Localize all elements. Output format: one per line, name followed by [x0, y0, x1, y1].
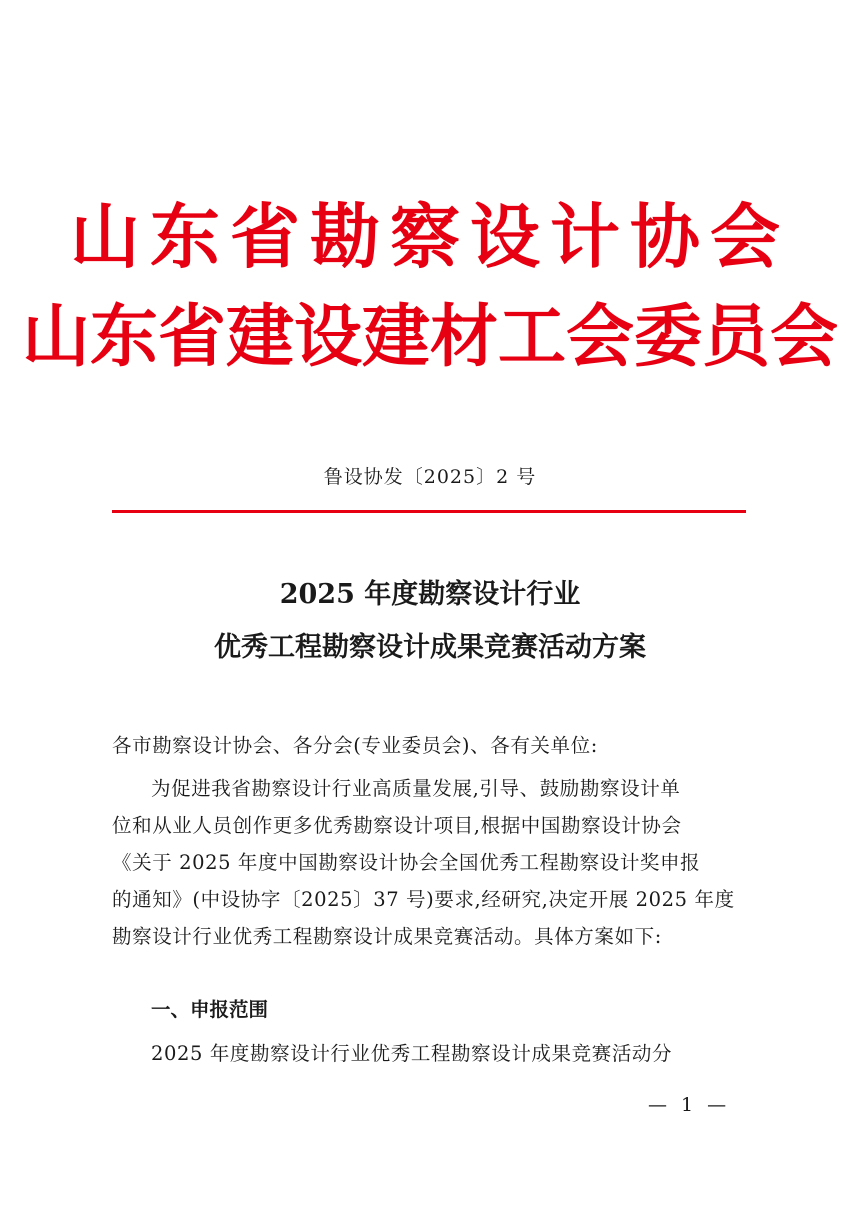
- paragraph-1-line: 《关于 2025 年度中国勘察设计协会全国优秀工程勘察设计奖申报: [112, 851, 701, 874]
- issuing-organization-2: 山东省建设建材工会委员会: [21, 297, 838, 377]
- paragraph-2: 2025 年度勘察设计行业优秀工程勘察设计成果竞赛活动分: [151, 1042, 673, 1065]
- document-title-line-2: 优秀工程勘察设计成果竞赛活动方案: [214, 632, 646, 663]
- document-number: 鲁设协发〔2025〕2 号: [323, 466, 537, 488]
- paragraph-1-line: 勘察设计行业优秀工程勘察设计成果竞赛活动。具体方案如下:: [112, 925, 662, 948]
- section-heading-1: 一、申报范围: [151, 998, 269, 1021]
- paragraph-1: [112, 770, 748, 955]
- paragraph-1-line: 位和从业人员创作更多优秀勘察设计项目,根据中国勘察设计协会: [112, 814, 682, 837]
- paragraph-1-line: 的通知》(中设协字〔2025〕37 号)要求,经研究,决定开展 2025 年度: [112, 888, 735, 911]
- salutation: 各市勘察设计协会、各分会(专业委员会)、各有关单位:: [112, 734, 598, 757]
- red-divider-line: [112, 510, 746, 513]
- document-title-line-1: 2025 年度勘察设计行业: [279, 579, 581, 610]
- page-number: — 1 —: [648, 1094, 731, 1116]
- issuing-organization-1: 山东省勘察设计协会: [70, 195, 790, 278]
- paragraph-1-line: 为促进我省勘察设计行业高质量发展,引导、鼓励勘察设计单: [151, 777, 681, 800]
